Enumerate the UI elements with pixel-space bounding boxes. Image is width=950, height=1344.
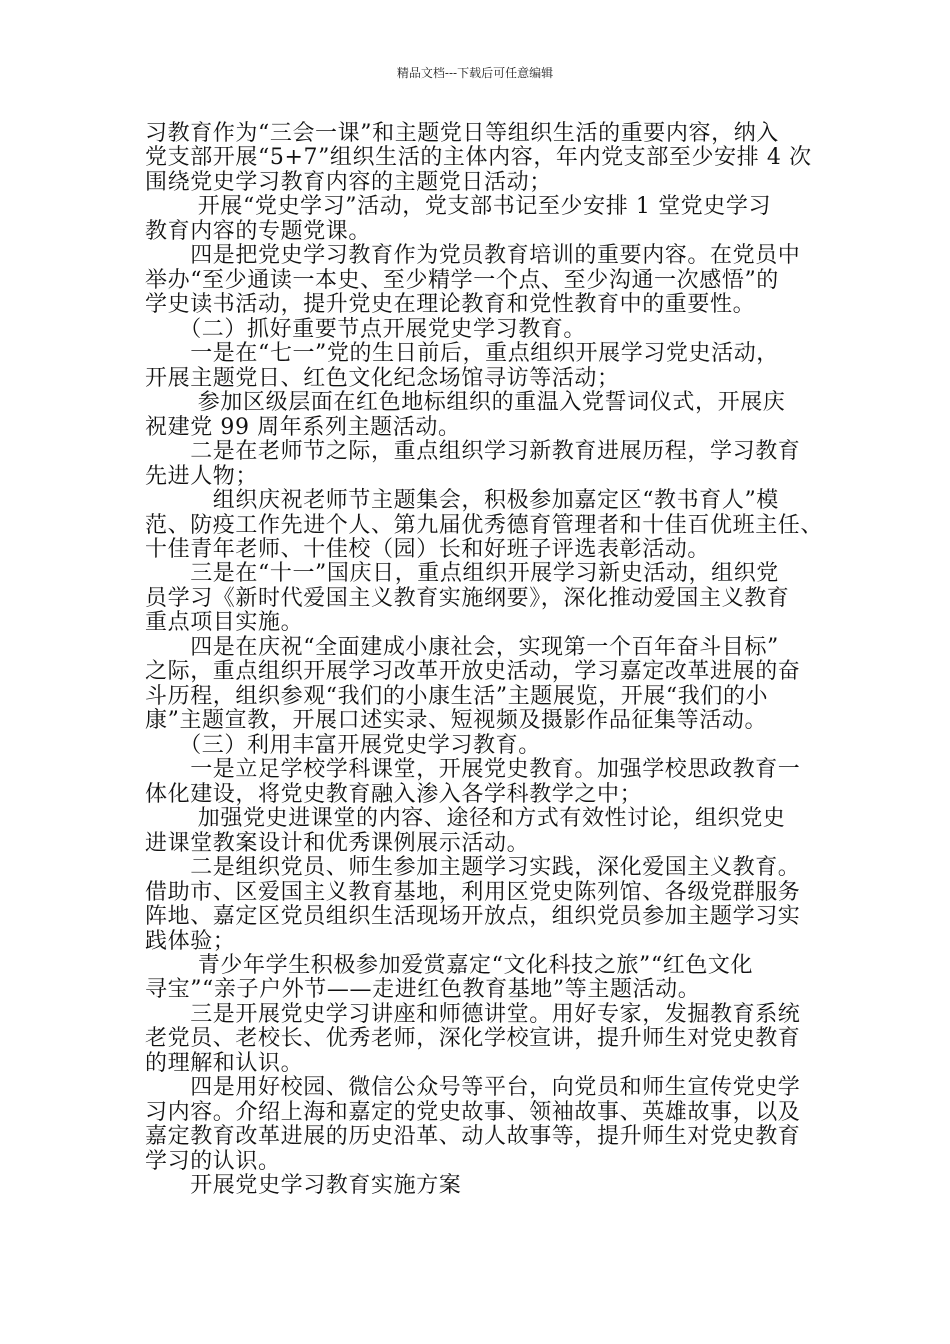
text-line: 祝建党 99 周年系列主题活动。 — [145, 414, 461, 440]
text-line: 青少年学生积极参加爱赏嘉定“文化科技之旅”“红色文化 — [145, 952, 754, 978]
text-line: 开展“党史学习”活动，党支部书记至少安排 1 堂党史学习 — [145, 194, 772, 220]
text-line: 教育内容的专题党课。 — [145, 218, 372, 244]
text-line: 三是在“十一”国庆日，重点组织开展学习新史活动，组织党 — [145, 561, 779, 587]
text-line: 开展党史学习教育实施方案 — [145, 1173, 462, 1199]
text-line: 之际，重点组织开展学习改革开放史活动，学习嘉定改革进展的奋 — [145, 659, 801, 685]
text-line: 四是用好校园、微信公众号等平台，向党员和师生宣传党史学 — [145, 1075, 801, 1101]
text-line: 二是组织党员、师生参加主题学习实践，深化爱国主义教育。 — [145, 855, 801, 881]
text-line: 践体验； — [145, 928, 236, 954]
text-line: 十佳青年老师、十佳校（园）长和好班子评选表彰活动。 — [145, 536, 711, 562]
text-line: 老党员、老校长、优秀老师，深化学校宣讲，提升师生对党史教育 — [145, 1026, 801, 1052]
text-line: 进课堂教案设计和优秀课例展示活动。 — [145, 830, 530, 856]
text-line: 举办“至少通读一本史、至少精学一个点、至少沟通一次感悟”的 — [145, 267, 779, 293]
text-line: 寻宝”“亲子户外节——走进红色教育基地”等主题活动。 — [145, 977, 701, 1003]
text-line: 四是把党史学习教育作为党员教育培训的重要内容。在党员中 — [145, 243, 801, 269]
text-line: 加强党史进课堂的内容、途径和方式有效性讨论，组织党史 — [145, 806, 786, 832]
page-header-watermark: 精品文档---下载后可任意编辑 — [396, 66, 554, 80]
text-line: 重点项目实施。 — [145, 610, 304, 636]
text-line: 学史读书活动，提升党史在理论教育和党性教育中的重要性。 — [145, 292, 756, 318]
text-line: 参加区级层面在红色地标组织的重温入党誓词仪式，开展庆 — [145, 390, 786, 416]
text-line: 围绕党史学习教育内容的主题党日活动； — [145, 169, 552, 195]
text-line: 党支部开展“5+7”组织生活的主体内容，年内党支部至少安排 4 次 — [145, 145, 812, 171]
text-line: 借助市、区爱国主义教育基地，利用区党史陈列馆、各级党群服务 — [145, 879, 801, 905]
text-line: 的理解和认识。 — [145, 1050, 304, 1076]
text-line: 习教育作为“三会一课”和主题党日等组织生活的重要内容，纳入 — [145, 121, 779, 146]
text-line: 四是在庆祝“全面建成小康社会，实现第一个百年奋斗目标” — [145, 634, 779, 660]
text-line: 先进人物； — [145, 463, 259, 489]
text-line: 二是在老师节之际，重点组织学习新教育进展历程，学习教育 — [145, 439, 801, 465]
text-line: 一是立足学校学科课堂，开展党史教育。加强学校思政教育一 — [145, 757, 801, 783]
text-line: 阵地、嘉定区党员组织生活现场开放点，组织党员参加主题学习实 — [145, 904, 801, 930]
text-line: 康”主题宣教，开展口述实录、短视频及摄影作品征集等活动。 — [145, 708, 768, 734]
text-line: 一是在“七一”党的生日前后，重点组织开展学习党史活动， — [145, 341, 779, 367]
text-line: 开展主题党日、红色文化纪念场馆寻访等活动； — [145, 365, 620, 391]
text-line: （三）利用丰富开展党史学习教育。 — [145, 732, 541, 758]
text-line: 三是开展党史学习讲座和师德讲堂。用好专家，发掘教育系统 — [145, 1001, 801, 1027]
text-line: 嘉定教育改革进展的历史沿革、动人故事等，提升师生对党史教育 — [145, 1124, 801, 1150]
text-line: 组织庆祝老师节主题集会，积极参加嘉定区“教书育人”模 — [145, 488, 779, 514]
text-line: 范、防疫工作先进个人、第九届优秀德育管理者和十佳百优班主任、 — [145, 512, 824, 538]
text-line: 员学习《新时代爱国主义教育实施纲要》，深化推动爱国主义教育 — [145, 585, 790, 611]
text-line: 体化建设，将党史教育融入渗入各学科教学之中； — [145, 781, 643, 807]
text-line: （二）抓好重要节点开展党史学习教育。 — [145, 316, 587, 342]
text-line: 学习的认识。 — [145, 1148, 281, 1174]
text-line: 斗历程，组织参观“我们的小康生活”主题展览，开展“我们的小 — [145, 683, 769, 709]
text-line: 习内容。介绍上海和嘉定的党史故事、领袖故事、英雄故事，以及 — [145, 1099, 801, 1125]
